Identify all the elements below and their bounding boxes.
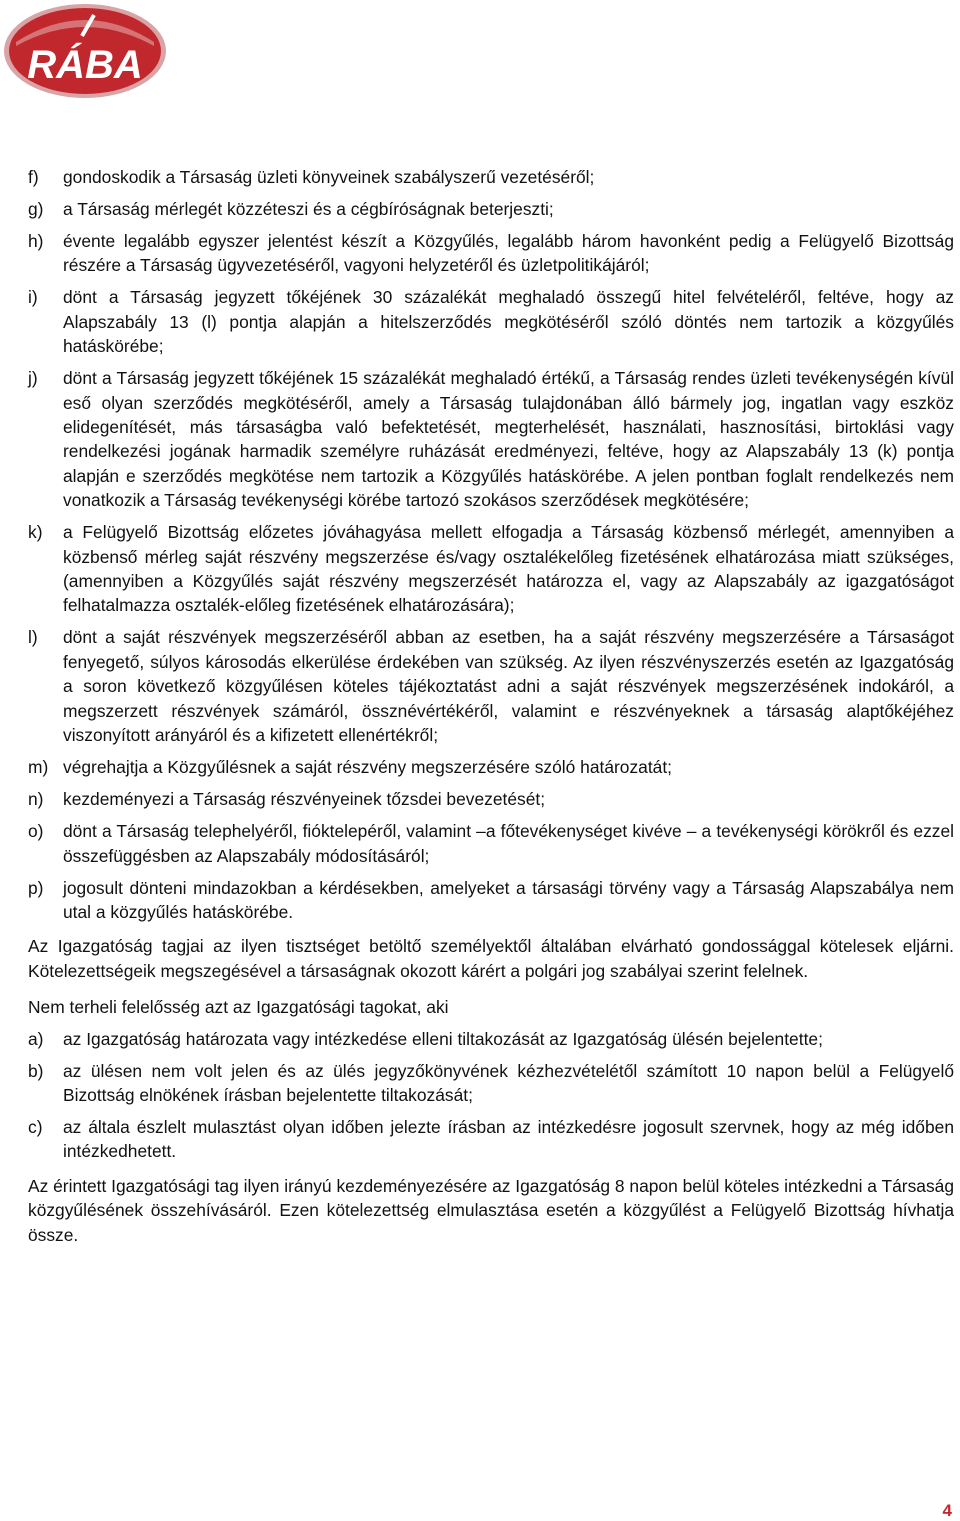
list-item-text: dönt a Társaság jegyzett tőkéjének 15 százalékát meghaladó értékű, a Társaság rendes üzleti tevékenységén kívül eső olyan szerződés megkötéséről, amely a Társaság tulajdonában álló bármely jog, ingatlan vagy eszköz elidegenítését, más társaságba való befektetését, megterhelését, használati, hasznosítási, birtoklási vagy rendelkezési jogának harmadik személyre ruházását eredményezi, feltéve, hogy az Alapszabály 13 (k) pontja alapján e szerződés megkötése nem tartozik a Közgyűlés hatáskörébe. A jelen pontban foglalt rendelkezés nem vonatkozik a Társaság tevékenységi körébe tartozó szokásos szerződések megkötésére; [63,368,954,511]
list-item [28,1027,954,1051]
list-item [28,1059,954,1108]
list-item [28,625,954,747]
list-item-text: dönt a saját részvények megszerzéséről abban az esetben, ha a saját részvény megszerzésére a Társaságot fenyegető, súlyos károsodás elkerülése érdekében van szükség. Az ilyen részvényszerzés esetén az Igazgatóság a soron következő közgyűlésen köteles tájékoztatást adni a saját részvények megszerzésének indokáról, a megszerzett részvények számáról, össznévértékéről, valamint e részvényeknek a társaság alaptőkéjéhez viszonyított arányáról és a kifizetett ellenértékről; [63,627,954,746]
list-item [28,1115,954,1164]
document-body [28,165,954,1259]
logo-text: RÁBA [27,43,143,87]
list-item-text: az Igazgatóság határozata vagy intézkedése elleni tiltakozását az Igazgatóság ülésén bejelentette; [63,1028,823,1049]
list-item-text: az általa észlelt mulasztást olyan időben jelezte írásban az intézkedésre jogosult szervnek, hogy az még időben intézkedhetett. [63,1116,954,1162]
list-item [28,520,954,618]
exemption-list [28,1027,954,1164]
list-item-text: a Társaság mérlegét közzéteszi és a cégbíróságnak beterjeszti; [63,199,554,219]
list-item-label: g) [28,199,44,219]
list-item [28,366,954,512]
raba-logo [2,2,168,100]
exemption-intro: Nem terheli felelősség azt az Igazgatósági tagokat, aki [28,997,449,1018]
list-item-label: i) [28,287,38,308]
list-item [28,755,954,779]
list-item-label: n) [28,789,44,810]
list-item-text: a Felügyelő Bizottság előzetes jóváhagyása mellett elfogadja a Társaság közbenső mérlegét, amennyiben a közbenső mérleg saját részvény megszerzése és/vagy osztalékelőleg fizetésének elhatározása miatt szükséges, (amennyiben a Közgyűlés saját részvény megszerzését határozza el, vagy az Alapszabály az igazgatóságot felhatalmazza osztalék-előleg fizetésének elhatározására); [63,522,954,616]
list-item-text: az ülésen nem volt jelen és az ülés jegyzőkönyvének kézhezvételétől számított 10 napon belül a Felügyelő Bizottság elnökének írásban bejelentette tiltakozását; [63,1060,954,1105]
powers-list [28,165,954,924]
list-item-label: h) [28,231,44,251]
list-item-text: évente legalább egyszer jelentést készít a Közgyűlés, legalább három havonként pedig a Felügyelő Bizottság részére a Társaság ügyvezetéséről, vagyoni helyzetéről és üzletpolitikájáról; [63,231,954,276]
list-item [28,285,954,358]
list-item-label: c) [28,1116,43,1137]
list-item [28,876,954,925]
page-number: 4 [942,1501,952,1520]
closing-paragraph: Az érintett Igazgatósági tag ilyen irányú kezdeményezésére az Igazgatóság 8 napon belül köteles intézkedni a Társaság közgyűlésének összehívásáról. Ezen kötelezettség elmulasztása esetén a közgyűlést a Felügyelő Bizottság hívhatja össze. [28,1175,954,1245]
list-item-label: l) [28,627,38,648]
list-item-label: k) [28,522,43,543]
list-item [28,197,954,221]
list-item-label: m) [28,757,49,778]
list-item-label: b) [28,1060,44,1081]
list-item-text: gondoskodik a Társaság üzleti könyveinek szabályszerű vezetéséről; [63,167,595,187]
list-item-text: kezdeményezi a Társaság részvényeinek tőzsdei bevezetését; [63,789,546,810]
list-item-text: végrehajtja a Közgyűlésnek a saját részvény megszerzésére szóló határozatát; [63,757,672,778]
list-item-label: f) [28,167,39,187]
liability-paragraph: Az Igazgatóság tagjai az ilyen tisztséget betöltő személyektől általában elvárható gondossággal kötelesek eljárni. Kötelezettségeik megszegésével a társaságnak okozott kárért a polgári jog szabályai szerint felelnek. [28,936,954,981]
list-item-label: j) [28,368,38,389]
list-item-text: jogosult dönteni mindazokban a kérdésekben, amelyeket a társasági törvény vagy a Társaság Alapszabálya nem utal a közgyűlés hatáskörébe. [63,877,954,922]
list-item-text: dönt a Társaság telephelyéről, fióktelepéről, valamint –a főtevékenységet kivéve – a tevékenységi körökről és ezzel összefüggésben az Alapszabály módosításáról; [63,821,954,866]
list-item [28,165,954,189]
list-item [28,787,954,811]
list-item-text: dönt a Társaság jegyzett tőkéjének 30 százalékát meghaladó összegű hitel felvételéről, feltéve, hogy az Alapszabály 13 (l) pontja alapján a hitelszerződés megkötéséről szóló döntés nem tartozik a közgyűlés hatáskörébe; [63,287,954,357]
list-item [28,229,954,278]
list-item [28,819,954,868]
list-item-label: a) [28,1028,44,1049]
list-item-label: p) [28,877,44,898]
list-item-label: o) [28,821,44,842]
